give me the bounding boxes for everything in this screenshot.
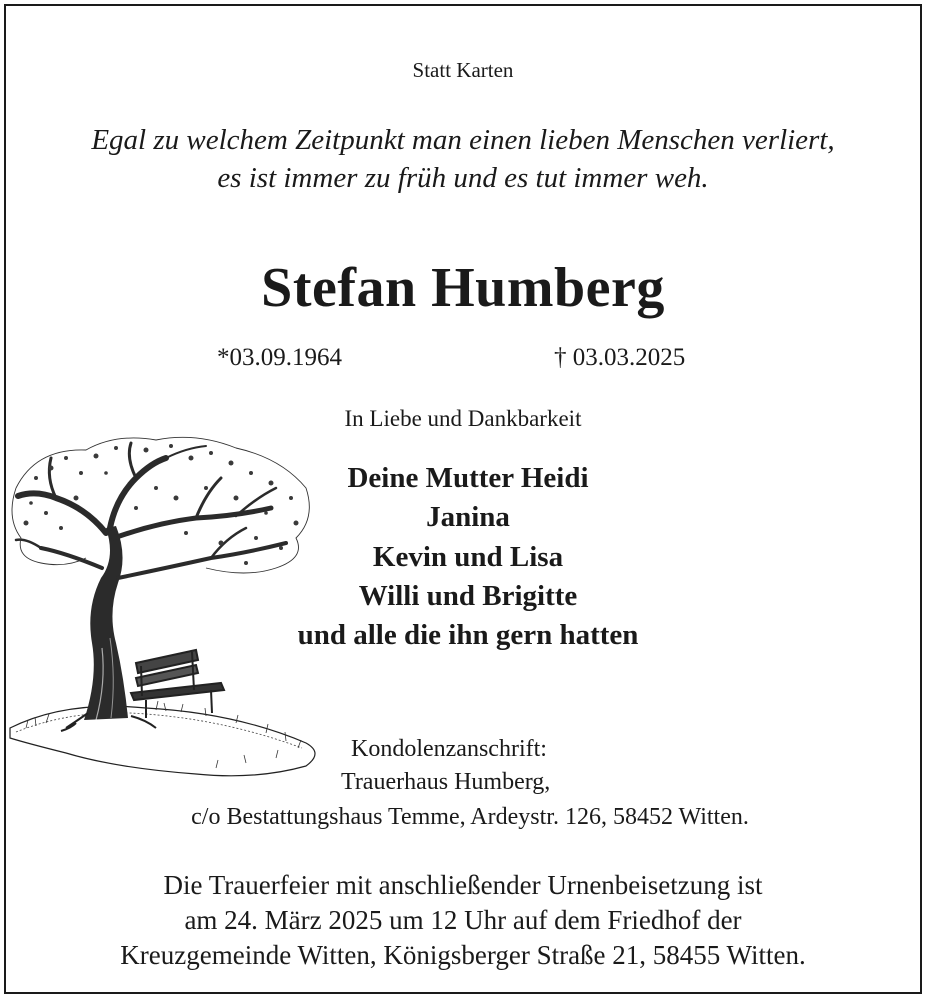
ceremony-line-1: Die Trauerfeier mit anschließender Urnenbeisetzung ist: [163, 870, 763, 900]
statt-karten-label: Statt Karten: [412, 58, 514, 82]
birth-date: *03.09.1964: [217, 344, 342, 371]
condolence-address-line-2: c/o Bestattungshaus Temme, Ardeystr. 126, 58452 Witten.: [191, 804, 749, 830]
condolence-label: Kondolenzanschrift:: [351, 736, 547, 762]
mourner-line: Janina: [426, 501, 510, 533]
quote-line-2: es ist immer zu früh und es tut immer weh.: [217, 162, 709, 194]
mourner-line: Deine Mutter Heidi: [347, 462, 589, 494]
death-date: † 03.03.2025: [554, 344, 686, 371]
mourner-line: Kevin und Lisa: [372, 541, 564, 573]
obituary-notice: [4, 4, 922, 994]
ceremony-line-2: am 24. März 2025 um 12 Uhr auf dem Friedhof der: [184, 905, 742, 935]
deceased-name: Stefan Humberg: [261, 257, 665, 319]
condolence-address-line-1: Trauerhaus Humberg,: [341, 769, 551, 795]
ceremony-line-3: Kreuzgemeinde Witten, Königsberger Straße 21, 58455 Witten.: [120, 940, 806, 970]
dedication-line: In Liebe und Dankbarkeit: [344, 406, 582, 431]
mourner-line: Willi und Brigitte: [358, 580, 578, 612]
mourner-line: und alle die ihn gern hatten: [297, 619, 639, 651]
quote-line-1: Egal zu welchem Zeitpunkt man einen lieben Menschen verliert,: [91, 124, 835, 156]
